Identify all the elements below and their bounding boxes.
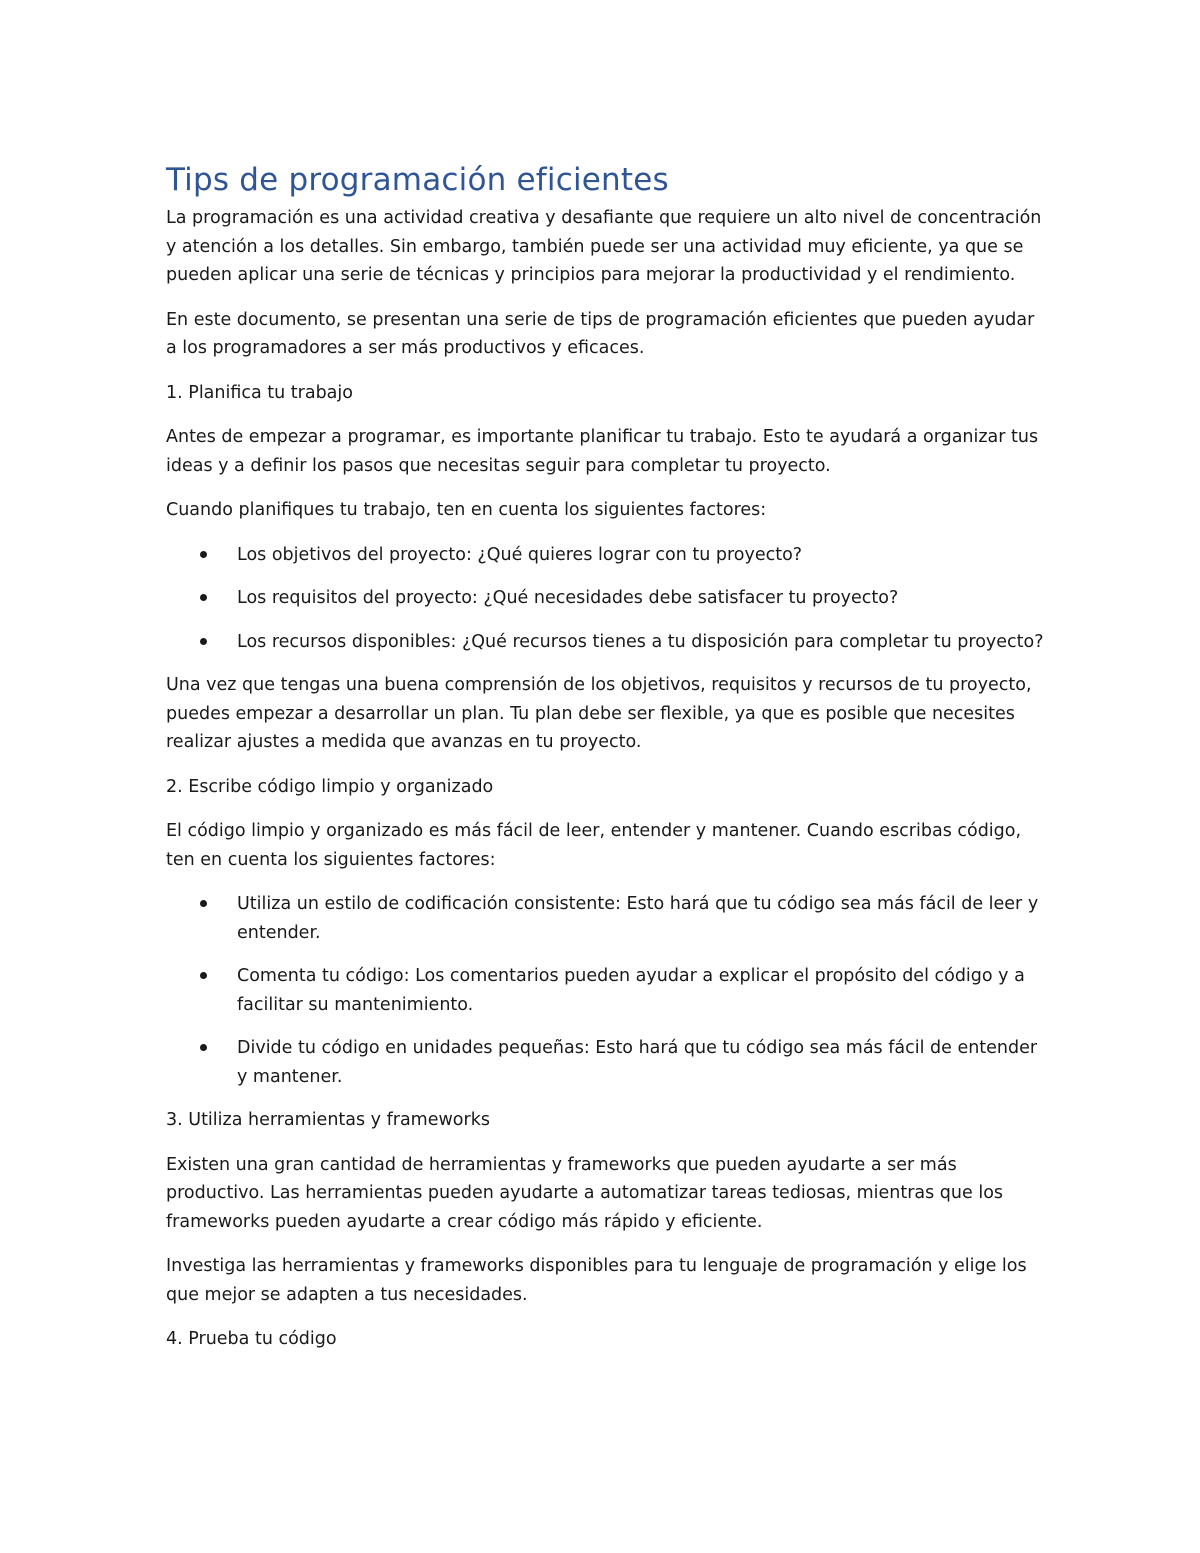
bullet-text: Comenta tu código: Los comentarios pueden ayudar a explicar el propósito del código y a facilitar su mantenimiento. (237, 966, 1025, 1015)
section-heading-2: 2. Escribe código limpio y organizado (166, 776, 494, 797)
paragraph-tools: Existen una gran cantidad de herramientas y frameworks que pueden ayudarte a ser más productivo. Las herramientas pueden ayudarte a automatizar tareas tediosas, mientras que los frameworks pueden ayudarte a crear código más rápido y eficiente. (166, 1154, 1004, 1232)
bullet-icon (200, 1044, 207, 1051)
paragraph-purpose: En este documento, se presentan una serie de tips de programación eficientes que pueden ayudar a los programadores a ser más productivos y eficaces. (166, 309, 1035, 358)
bullet-list-plan-factors (166, 541, 1046, 657)
paragraph-clean-code: El código limpio y organizado es más fácil de leer, entender y mantener. Cuando escribas código, ten en cuenta los siguientes factores: (166, 821, 1022, 870)
bullet-icon (200, 972, 207, 979)
bullet-text: Divide tu código en unidades pequeñas: Esto hará que tu código sea más fácil de entender y mantener. (237, 1038, 1038, 1087)
paragraph-intro: La programación es una actividad creativa y desafiante que requiere un alto nivel de concentración y atención a los detalles. Sin embargo, también puede ser una actividad muy eficiente, ya que se pueden aplicar una serie de técnicas y principios para mejorar la productividad y el rendimiento. (166, 208, 1042, 285)
bullet-item (166, 541, 1046, 570)
bullet-icon (200, 594, 207, 601)
bullet-item (166, 584, 1046, 613)
section-heading-1: 1. Planifica tu trabajo (166, 382, 353, 403)
bullet-text: Los objetivos del proyecto: ¿Qué quieres lograr con tu proyecto? (237, 544, 803, 565)
bullet-text: Los requisitos del proyecto: ¿Qué necesidades debe satisfacer tu proyecto? (237, 588, 899, 608)
document-title: Tips de programación eficientes (166, 162, 669, 198)
bullet-icon (200, 551, 207, 558)
section-heading-3: 3. Utiliza herramientas y frameworks (166, 1110, 490, 1130)
bullet-item (166, 962, 1046, 1019)
bullet-list-clean-code (166, 890, 1046, 1091)
paragraph-tools-research: Investiga las herramientas y frameworks disponibles para tu lenguaje de programación y elige los que mejor se adapten a tus necesidades. (166, 1256, 1027, 1305)
paragraph-plan-summary: Una vez que tengas una buena comprensión de los objetivos, requisitos y recursos de tu proyecto, puedes empezar a desarrollar un plan. Tu plan debe ser flexible, ya que es posible que necesites realizar ajustes a medida que avanzas en tu proyecto. (166, 675, 1032, 752)
bullet-text: Los recursos disponibles: ¿Qué recursos tienes a tu disposición para completar tu proyecto? (237, 631, 1044, 652)
bullet-item (166, 890, 1046, 947)
document-body (166, 158, 1046, 1370)
paragraph-plan: Antes de empezar a programar, es importante planificar tu trabajo. Esto te ayudará a organizar tus ideas y a definir los pasos que necesitas seguir para completar tu proyecto. (166, 427, 1039, 476)
bullet-item (166, 628, 1046, 657)
section-heading-4: 4. Prueba tu código (166, 1329, 337, 1349)
bullet-item (166, 1034, 1046, 1091)
bullet-text: Utiliza un estilo de codificación consistente: Esto hará que tu código sea más fácil de leer y entender. (237, 894, 1039, 943)
bullet-icon (200, 638, 207, 645)
bullet-icon (200, 900, 207, 907)
paragraph-plan-factors: Cuando planifiques tu trabajo, ten en cuenta los siguientes factores: (166, 500, 767, 520)
